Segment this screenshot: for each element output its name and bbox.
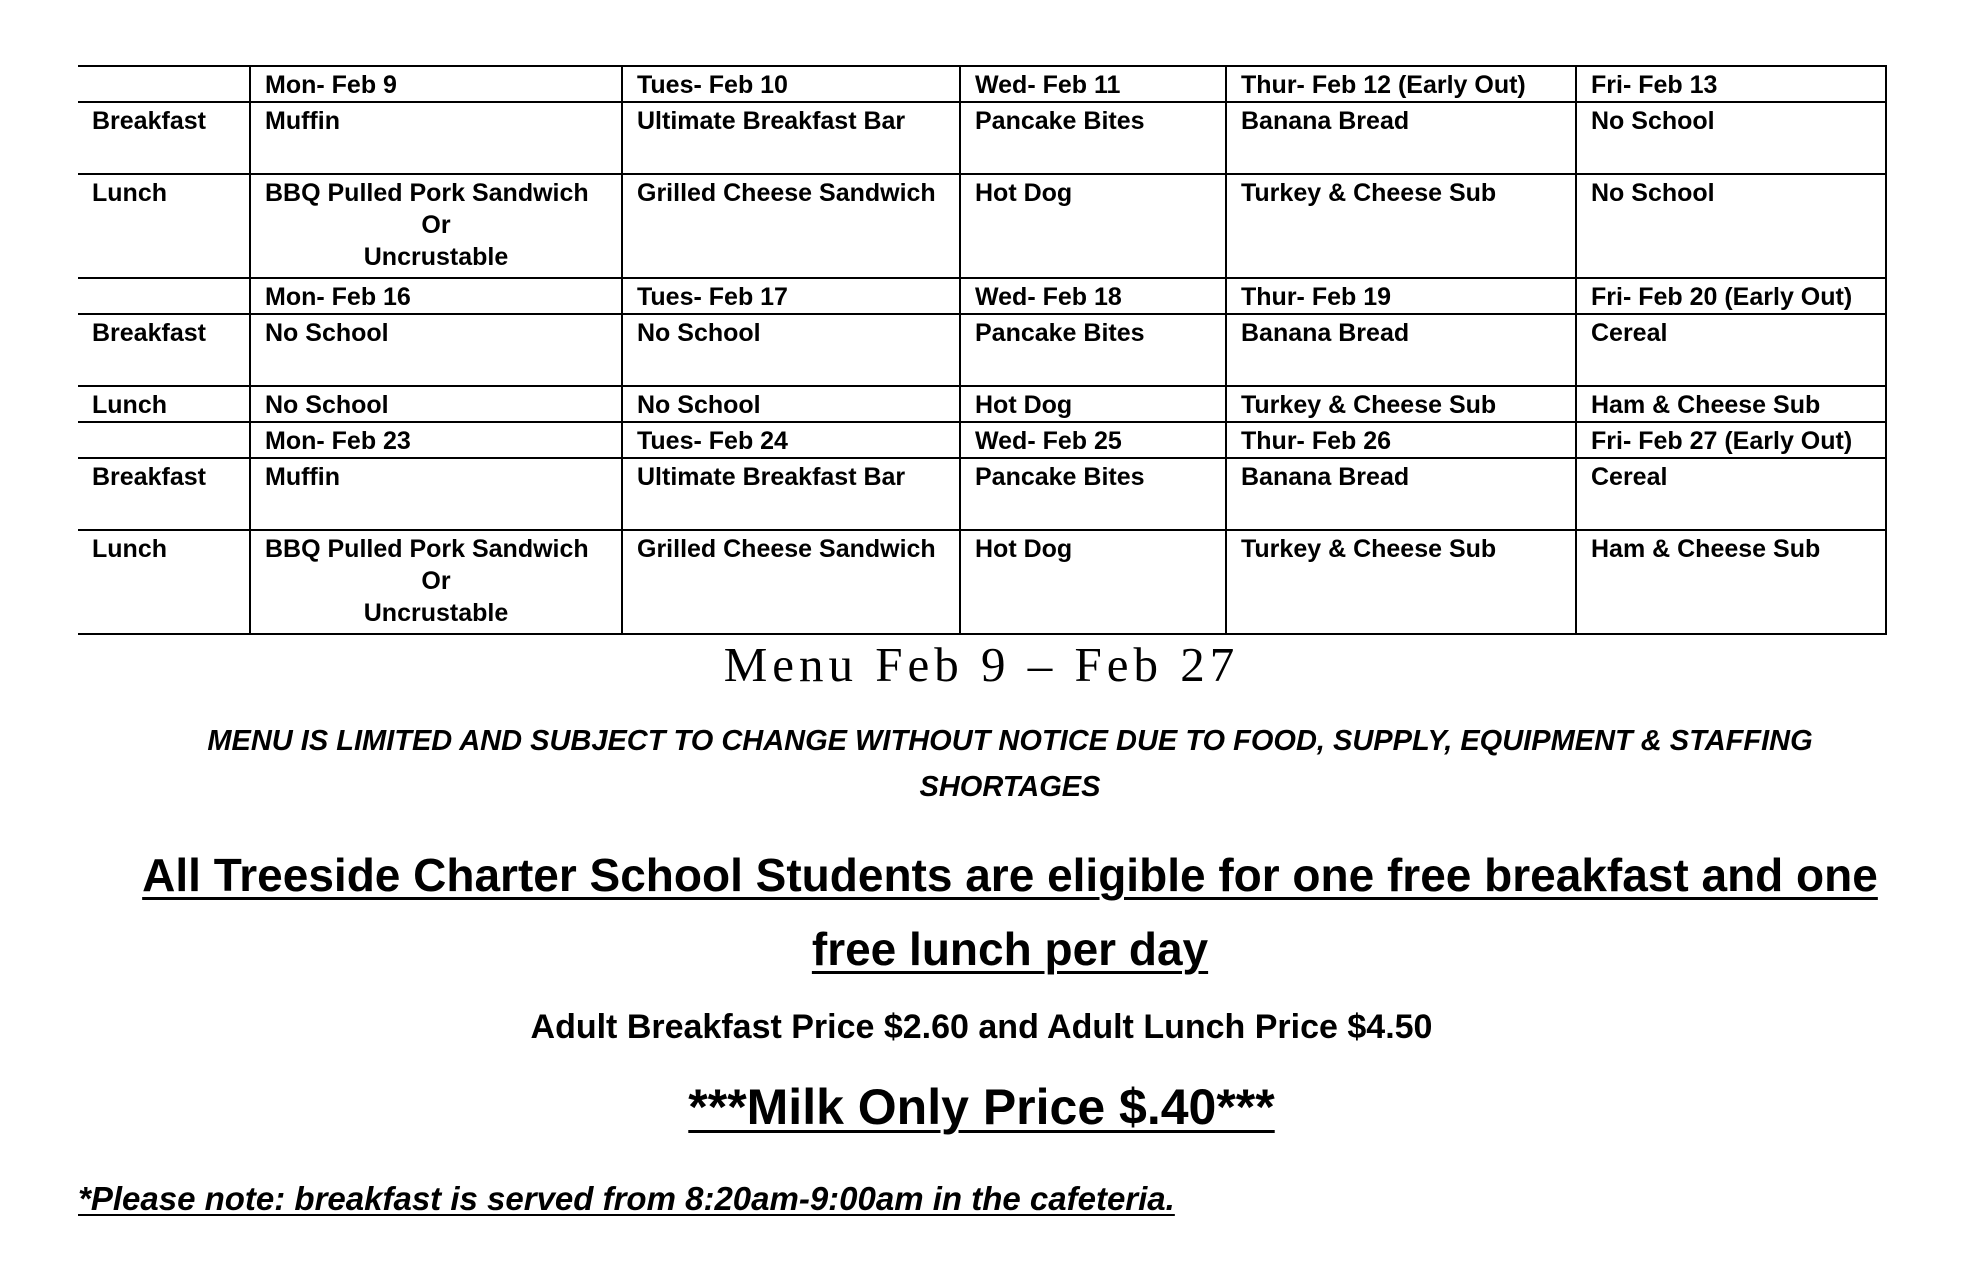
lunch-cell: No School — [250, 386, 622, 422]
breakfast-cell: No School — [622, 314, 960, 386]
week-2-date-row — [78, 278, 1886, 314]
breakfast-label: Breakfast — [78, 314, 250, 386]
breakfast-cell: Cereal — [1576, 458, 1886, 530]
breakfast-cell: Muffin — [250, 458, 622, 530]
date-cell: Wed- Feb 18 — [960, 278, 1226, 314]
date-cell: Wed- Feb 11 — [960, 66, 1226, 102]
date-cell: Mon- Feb 9 — [250, 66, 622, 102]
date-cell: Fri- Feb 27 (Early Out) — [1576, 422, 1886, 458]
menu-title: Menu Feb 9 – Feb 27 — [723, 637, 1240, 692]
breakfast-cell: Banana Bread — [1226, 314, 1576, 386]
lunch-cell: Hot Dog — [960, 174, 1226, 278]
breakfast-note: *Please note: breakfast is served from 8:20am-9:00am in the cafeteria. — [78, 1180, 1175, 1217]
lunch-cell: Hot Dog — [960, 530, 1226, 634]
breakfast-cell: Pancake Bites — [960, 314, 1226, 386]
date-cell: Fri- Feb 13 — [1576, 66, 1886, 102]
week-1-date-row — [78, 66, 1886, 102]
breakfast-cell: No School — [250, 314, 622, 386]
lunch-or: Or — [421, 567, 451, 595]
date-cell: Thur- Feb 26 — [1226, 422, 1576, 458]
lunch-label: Lunch — [78, 530, 250, 634]
lunch-or: Or — [421, 211, 451, 239]
lunch-alt: Uncrustable — [363, 599, 509, 627]
week-1-lunch-row — [78, 174, 1886, 278]
breakfast-cell: Banana Bread — [1226, 102, 1576, 174]
week-2-breakfast-row — [78, 314, 1886, 386]
adult-price: Adult Breakfast Price $2.60 and Adult Lunch Price $4.50 — [530, 1008, 1433, 1046]
lunch-label: Lunch — [78, 174, 250, 278]
lunch-cell: Turkey & Cheese Sub — [1226, 174, 1576, 278]
row-label-empty — [78, 278, 250, 314]
lunch-alt: Uncrustable — [363, 243, 509, 271]
date-cell: Tues- Feb 24 — [622, 422, 960, 458]
lunch-cell: No School — [1576, 174, 1886, 278]
week-1-breakfast-row — [78, 102, 1886, 174]
lunch-cell: Ham & Cheese Sub — [1576, 530, 1886, 634]
date-cell: Tues- Feb 17 — [622, 278, 960, 314]
week-3-breakfast-row — [78, 458, 1886, 530]
lunch-label: Lunch — [78, 386, 250, 422]
breakfast-cell: No School — [1576, 102, 1886, 174]
lunch-cell: Grilled Cheese Sandwich — [622, 174, 960, 278]
date-cell: Fri- Feb 20 (Early Out) — [1576, 278, 1886, 314]
date-cell: Mon- Feb 23 — [250, 422, 622, 458]
lunch-main: BBQ Pulled Pork Sandwich — [265, 535, 589, 563]
milk-price: ***Milk Only Price $.40*** — [688, 1079, 1275, 1135]
lunch-cell: Grilled Cheese Sandwich — [622, 530, 960, 634]
lunch-cell: Turkey & Cheese Sub — [1226, 530, 1576, 634]
breakfast-label: Breakfast — [78, 458, 250, 530]
lunch-cell-monday — [250, 174, 622, 278]
breakfast-cell: Pancake Bites — [960, 102, 1226, 174]
lunch-cell-monday — [250, 530, 622, 634]
date-cell: Mon- Feb 16 — [250, 278, 622, 314]
week-3-lunch-row — [78, 530, 1886, 634]
lunch-cell: Hot Dog — [960, 386, 1226, 422]
lunch-cell: Turkey & Cheese Sub — [1226, 386, 1576, 422]
week-3-date-row — [78, 422, 1886, 458]
eligibility-statement: All Treeside Charter School Students are eligible for one free breakfast and one free lunch per day — [142, 849, 1878, 975]
date-cell: Wed- Feb 25 — [960, 422, 1226, 458]
breakfast-cell: Muffin — [250, 102, 622, 174]
row-label-empty — [78, 66, 250, 102]
row-label-empty — [78, 422, 250, 458]
date-cell: Thur- Feb 19 — [1226, 278, 1576, 314]
breakfast-cell: Cereal — [1576, 314, 1886, 386]
lunch-cell: No School — [622, 386, 960, 422]
breakfast-cell: Ultimate Breakfast Bar — [622, 458, 960, 530]
week-2-lunch-row — [78, 386, 1886, 422]
breakfast-cell: Pancake Bites — [960, 458, 1226, 530]
date-cell: Thur- Feb 12 (Early Out) — [1226, 66, 1576, 102]
breakfast-cell: Ultimate Breakfast Bar — [622, 102, 960, 174]
menu-table — [78, 65, 1887, 635]
breakfast-label: Breakfast — [78, 102, 250, 174]
date-cell: Tues- Feb 10 — [622, 66, 960, 102]
breakfast-cell: Banana Bread — [1226, 458, 1576, 530]
menu-notice: MENU IS LIMITED AND SUBJECT TO CHANGE WITHOUT NOTICE DUE TO FOOD, SUPPLY, EQUIPMENT & STAFFING SHORTAGES — [207, 725, 1813, 803]
lunch-cell: Ham & Cheese Sub — [1576, 386, 1886, 422]
lunch-main: BBQ Pulled Pork Sandwich — [265, 179, 589, 207]
